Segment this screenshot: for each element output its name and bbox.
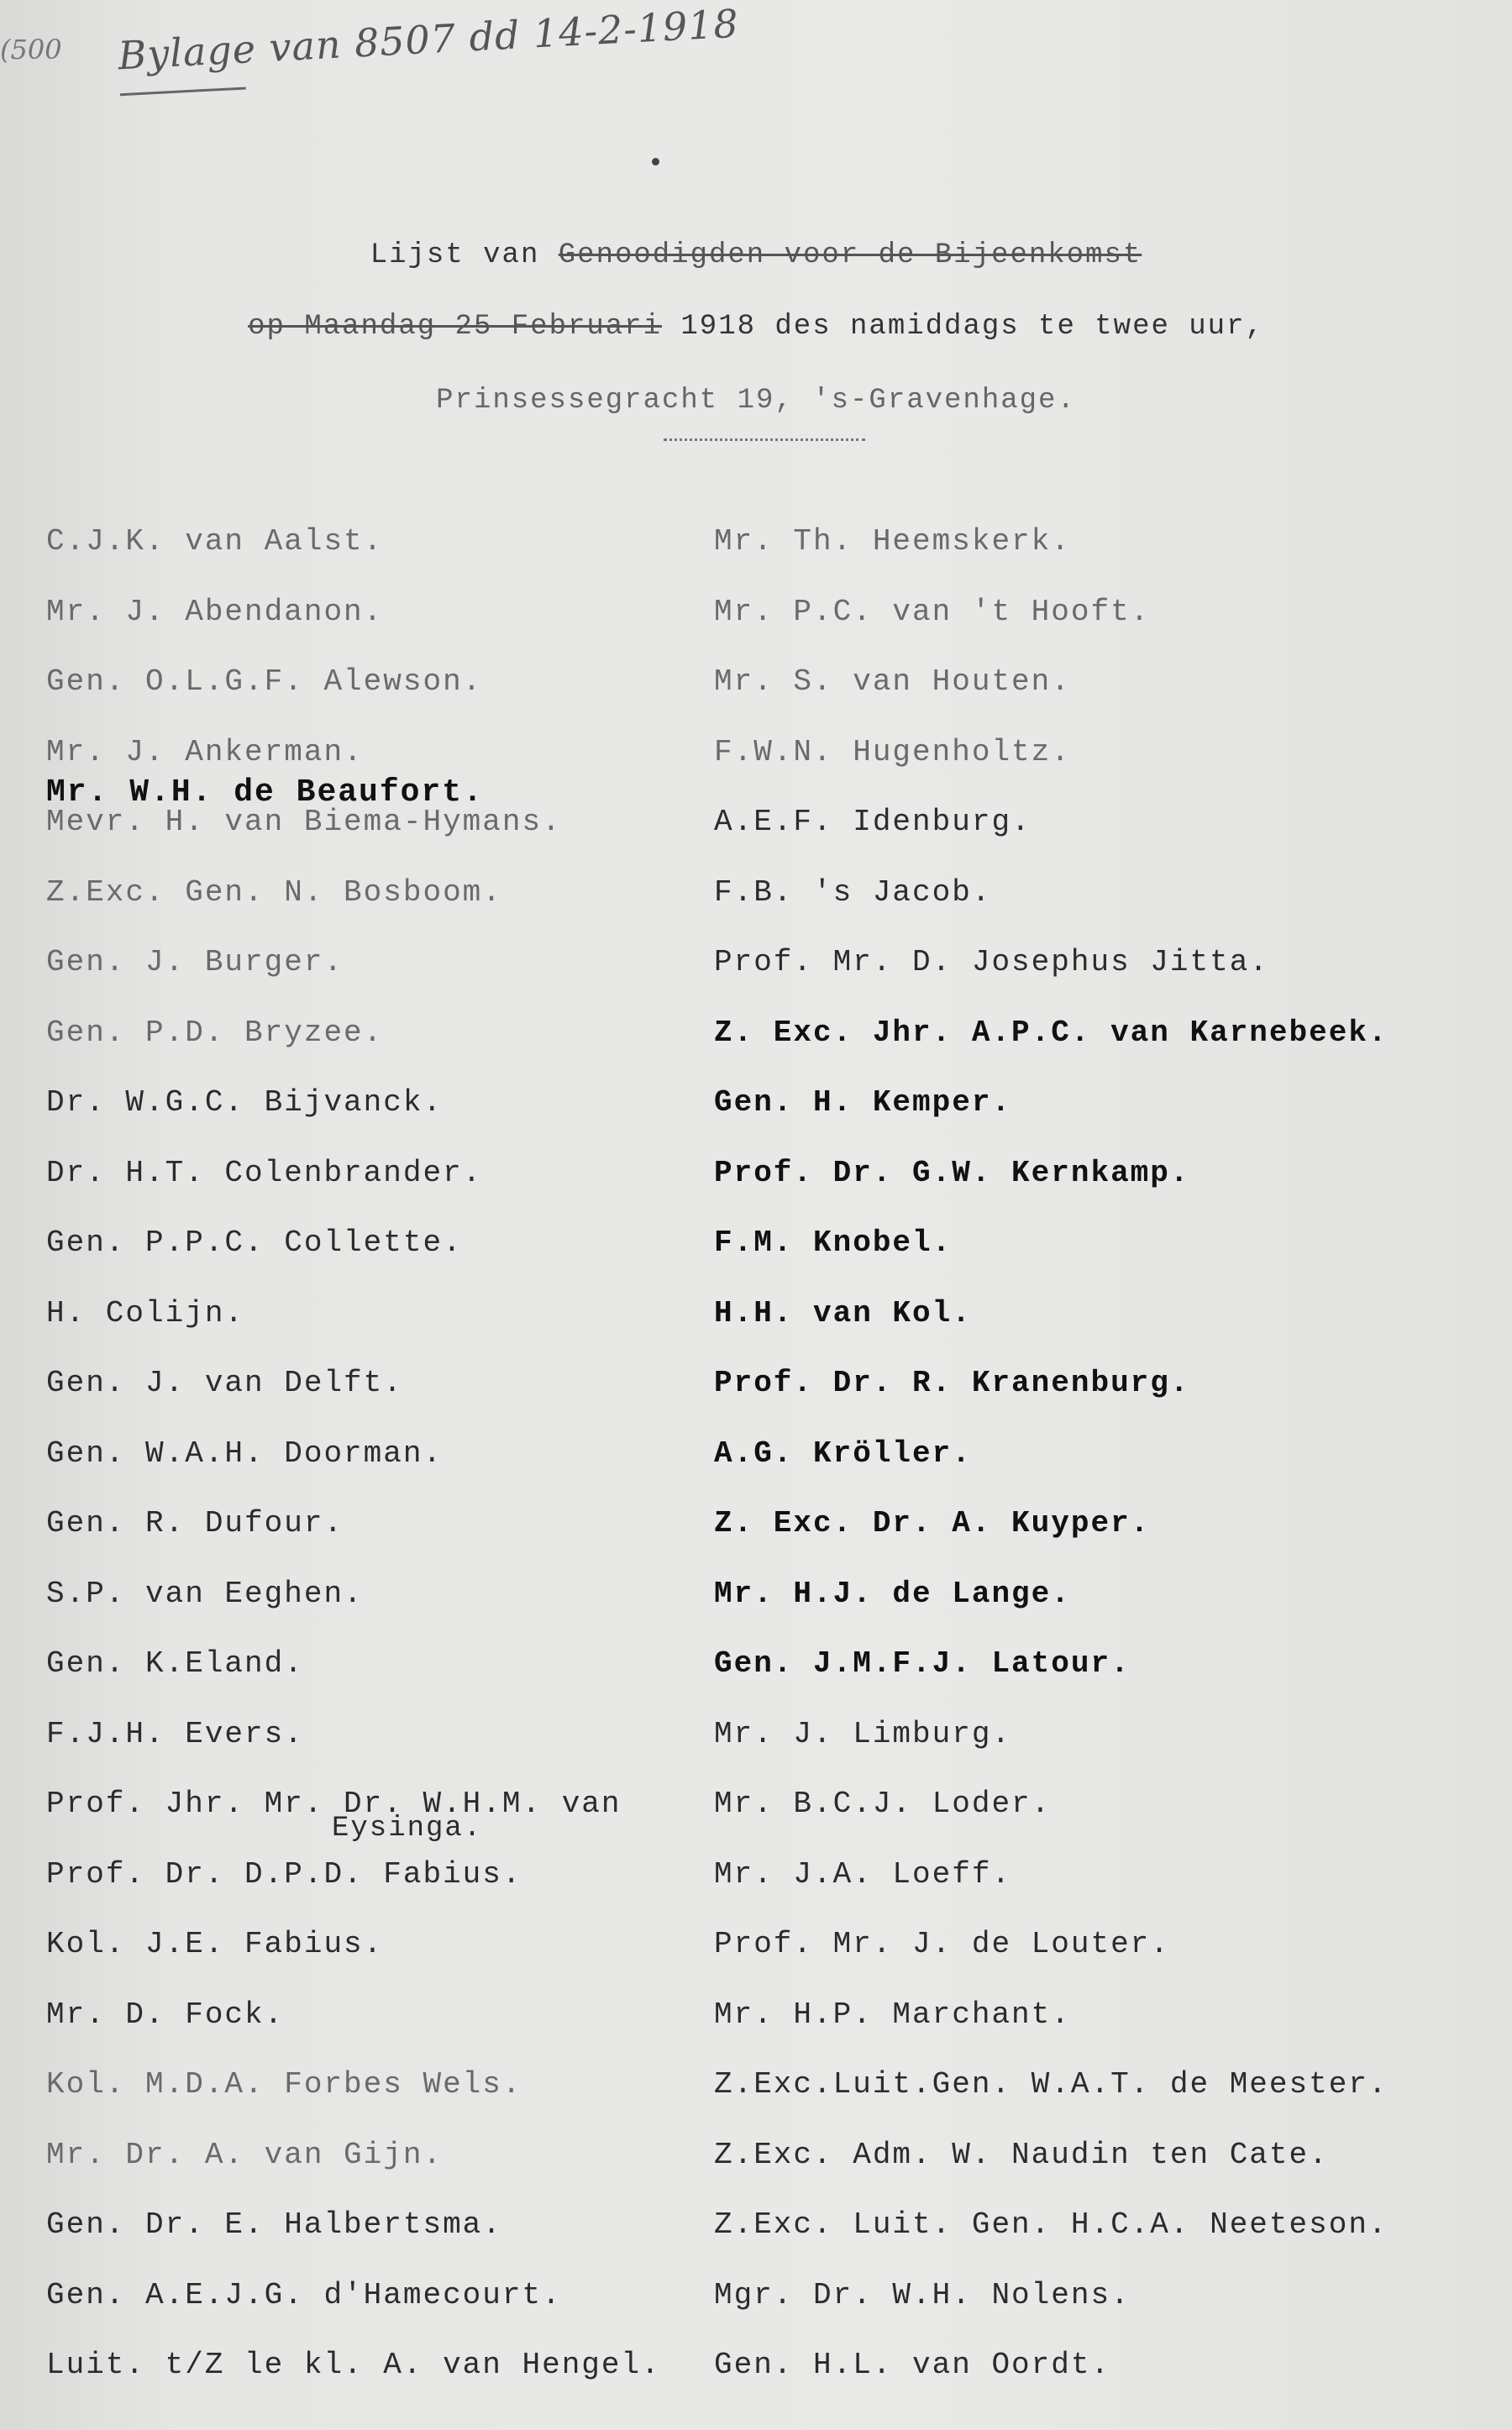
list-item bbox=[714, 1008, 1487, 1079]
list-item-text: F.B. 's Jacob. bbox=[714, 874, 992, 910]
date-struck-text: op Maandag 25 Februari bbox=[248, 311, 662, 343]
list-item bbox=[46, 517, 718, 587]
list-item-text: Z.Exc. Gen. N. Bosboom. bbox=[46, 874, 502, 910]
list-item-text: Kol. M.D.A. Forbes Wels. bbox=[46, 2067, 522, 2102]
list-item bbox=[46, 657, 718, 727]
list-item bbox=[714, 1990, 1487, 2060]
list-item-text: Mr. J. Abendanon. bbox=[46, 594, 384, 629]
list-item bbox=[714, 2200, 1487, 2270]
list-item bbox=[46, 2340, 718, 2411]
list-item bbox=[46, 1429, 718, 1499]
list-item bbox=[46, 1078, 718, 1148]
list-item-text: Mgr. Dr. W.H. Nolens. bbox=[714, 2277, 1131, 2312]
list-item-text: Mr. Th. Heemskerk. bbox=[714, 524, 1071, 559]
list-item-text: A.E.F. Idenburg. bbox=[714, 805, 1032, 839]
list-item bbox=[714, 1569, 1487, 1640]
list-item-text: Prof. Dr. G.W. Kernkamp. bbox=[714, 1155, 1190, 1190]
list-item-text: Mr. H.P. Marchant. bbox=[714, 1997, 1071, 2032]
list-item bbox=[714, 1709, 1487, 1780]
list-item-text: Gen. K.Eland. bbox=[46, 1646, 304, 1681]
list-item bbox=[714, 1919, 1487, 1990]
list-item bbox=[46, 1779, 718, 1850]
list-item bbox=[714, 937, 1487, 1008]
list-item-text: Gen. H.L. van Oordt. bbox=[714, 2348, 1111, 2382]
list-item bbox=[714, 1288, 1487, 1359]
list-item bbox=[46, 1569, 718, 1640]
right-column bbox=[714, 517, 1487, 2411]
list-item-text: Mr. Dr. A. van Gijn. bbox=[46, 2137, 444, 2172]
list-item-text: Gen. R. Dufour. bbox=[46, 1506, 344, 1540]
list-item-text: Prof. Mr. D. Josephus Jitta. bbox=[714, 945, 1269, 979]
list-item-text: F.M. Knobel. bbox=[714, 1225, 953, 1260]
list-item bbox=[714, 797, 1487, 868]
list-item bbox=[714, 1850, 1487, 1920]
ink-dot bbox=[652, 158, 659, 165]
list-item-text: Z. Exc. Jhr. A.P.C. van Karnebeek. bbox=[714, 1015, 1389, 1050]
list-item-text: Gen. J. van Delft. bbox=[46, 1366, 403, 1400]
list-item bbox=[46, 1850, 718, 1920]
list-item-text: F.W.N. Hugenholtz. bbox=[714, 734, 1071, 769]
list-item-text: Gen. J. Burger. bbox=[46, 945, 344, 979]
overlay-entry: Mr. W.H. de Beaufort. bbox=[46, 774, 484, 811]
date-text: 1918 des namiddags te twee uur, bbox=[661, 311, 1264, 343]
list-item-text: Mr. S. van Houten. bbox=[714, 664, 1071, 699]
list-item-text: Gen. P.D. Bryzee. bbox=[46, 1015, 384, 1050]
list-item-text: F.J.H. Evers. bbox=[46, 1716, 304, 1751]
list-item bbox=[714, 1429, 1487, 1499]
list-item bbox=[46, 2130, 718, 2201]
list-item-text: A.G. Kröller. bbox=[714, 1435, 972, 1471]
list-item-text: Prof. Mr. J. de Louter. bbox=[714, 1927, 1170, 1961]
list-item-text: C.J.K. van Aalst. bbox=[46, 524, 384, 559]
list-item bbox=[46, 1218, 718, 1288]
list-item-text: Z.Exc. Luit. Gen. H.C.A. Neeteson. bbox=[714, 2207, 1389, 2242]
list-item bbox=[714, 1779, 1487, 1850]
list-item-text: S.P. van Eeghen. bbox=[46, 1576, 364, 1611]
list-item-text: Mr. J. Limburg. bbox=[714, 1716, 1012, 1751]
list-item bbox=[714, 1148, 1487, 1219]
list-item bbox=[714, 2340, 1487, 2411]
list-item bbox=[46, 2060, 718, 2130]
list-item-text: Z. Exc. Dr. A. Kuyper. bbox=[714, 1506, 1151, 1540]
list-item bbox=[46, 1358, 718, 1429]
list-item-text: Dr. W.G.C. Bijvanck. bbox=[46, 1085, 444, 1120]
list-item-text: Gen. P.P.C. Collette. bbox=[46, 1225, 463, 1260]
list-item-text: Gen. O.L.G.F. Alewson. bbox=[46, 664, 483, 699]
list-item-text: Mr. H.J. de Lange. bbox=[714, 1576, 1071, 1611]
list-item-text: Prof. Jhr. Mr. Dr. W.H.M. van bbox=[46, 1787, 622, 1821]
list-item bbox=[46, 587, 718, 658]
list-item-text: Gen. A.E.J.G. d'Hamecourt. bbox=[46, 2277, 562, 2312]
list-item bbox=[46, 1498, 718, 1569]
list-item-text: H.H. van Kol. bbox=[714, 1295, 972, 1330]
list-item-text: Dr. H.T. Colenbrander. bbox=[46, 1155, 483, 1190]
list-item-text: Mr. J. Ankerman. bbox=[46, 734, 364, 769]
list-item-text: Gen. W.A.H. Doorman. bbox=[46, 1435, 444, 1471]
list-item-text: Z.Exc. Adm. W. Naudin ten Cate. bbox=[714, 2137, 1329, 2172]
list-item bbox=[46, 868, 718, 938]
list-item-continuation: Eysinga. bbox=[332, 1813, 483, 1845]
list-item bbox=[46, 937, 718, 1008]
list-item-text: Mr. B.C.J. Loder. bbox=[714, 1787, 1052, 1821]
list-item bbox=[714, 727, 1487, 798]
title-line-1 bbox=[0, 239, 1512, 271]
list-item-text: Prof. Dr. R. Kranenburg. bbox=[714, 1366, 1190, 1400]
list-item-text: Kol. J.E. Fabius. bbox=[46, 1927, 384, 1961]
list-item bbox=[714, 2060, 1487, 2130]
title-struck-text: Genoodigden voor de Bijeenkomst bbox=[558, 239, 1142, 271]
list-item-text: Mr. P.C. van 't Hooft. bbox=[714, 594, 1151, 629]
list-item bbox=[714, 868, 1487, 938]
list-item bbox=[46, 1008, 718, 1079]
list-item bbox=[46, 1919, 718, 1990]
list-item-text: Z.Exc.Luit.Gen. W.A.T. de Meester. bbox=[714, 2067, 1389, 2102]
list-item bbox=[46, 1990, 718, 2060]
list-item bbox=[714, 2130, 1487, 2201]
list-item bbox=[714, 1078, 1487, 1148]
list-item bbox=[714, 1358, 1487, 1429]
list-item-text: Gen. Dr. E. Halbertsma. bbox=[46, 2207, 502, 2242]
list-item bbox=[714, 2270, 1487, 2341]
list-item bbox=[714, 587, 1487, 658]
list-item-text: Gen. H. Kemper. bbox=[714, 1085, 1012, 1120]
list-item bbox=[714, 1639, 1487, 1709]
list-item bbox=[46, 1709, 718, 1780]
margin-annotation: (500 bbox=[0, 34, 62, 66]
handwritten-annotation-text: Bylage van 8507 dd 14-2-1918 bbox=[117, 0, 740, 79]
address-line: Prinsessegracht 19, 's-Gravenhage. bbox=[436, 385, 1076, 417]
title-prefix: Lijst van bbox=[370, 239, 559, 271]
list-item bbox=[714, 1498, 1487, 1569]
list-item-text: Mr. J.A. Loeff. bbox=[714, 1856, 1012, 1892]
list-item bbox=[714, 1218, 1487, 1288]
heading-underline bbox=[664, 438, 865, 441]
list-item-text: Mr. D. Fock. bbox=[46, 1997, 285, 2032]
handwritten-annotation bbox=[117, 1, 740, 79]
list-item bbox=[46, 2200, 718, 2270]
list-item bbox=[46, 1148, 718, 1219]
list-item bbox=[714, 517, 1487, 587]
list-item bbox=[46, 2270, 718, 2341]
list-item-text: Luit. t/Z le kl. A. van Hengel. bbox=[46, 2348, 661, 2382]
handwritten-underline bbox=[120, 87, 246, 96]
list-item bbox=[714, 657, 1487, 727]
list-item-text: Mevr. H. van Biema-Hymans. bbox=[46, 805, 562, 839]
title-line-2 bbox=[0, 311, 1512, 343]
list-item-text: Gen. J.M.F.J. Latour. bbox=[714, 1646, 1131, 1681]
list-item-text: H. Colijn. bbox=[46, 1295, 245, 1330]
list-item bbox=[46, 1639, 718, 1709]
list-item-text: Prof. Dr. D.P.D. Fabius. bbox=[46, 1856, 522, 1892]
list-item bbox=[46, 1288, 718, 1359]
